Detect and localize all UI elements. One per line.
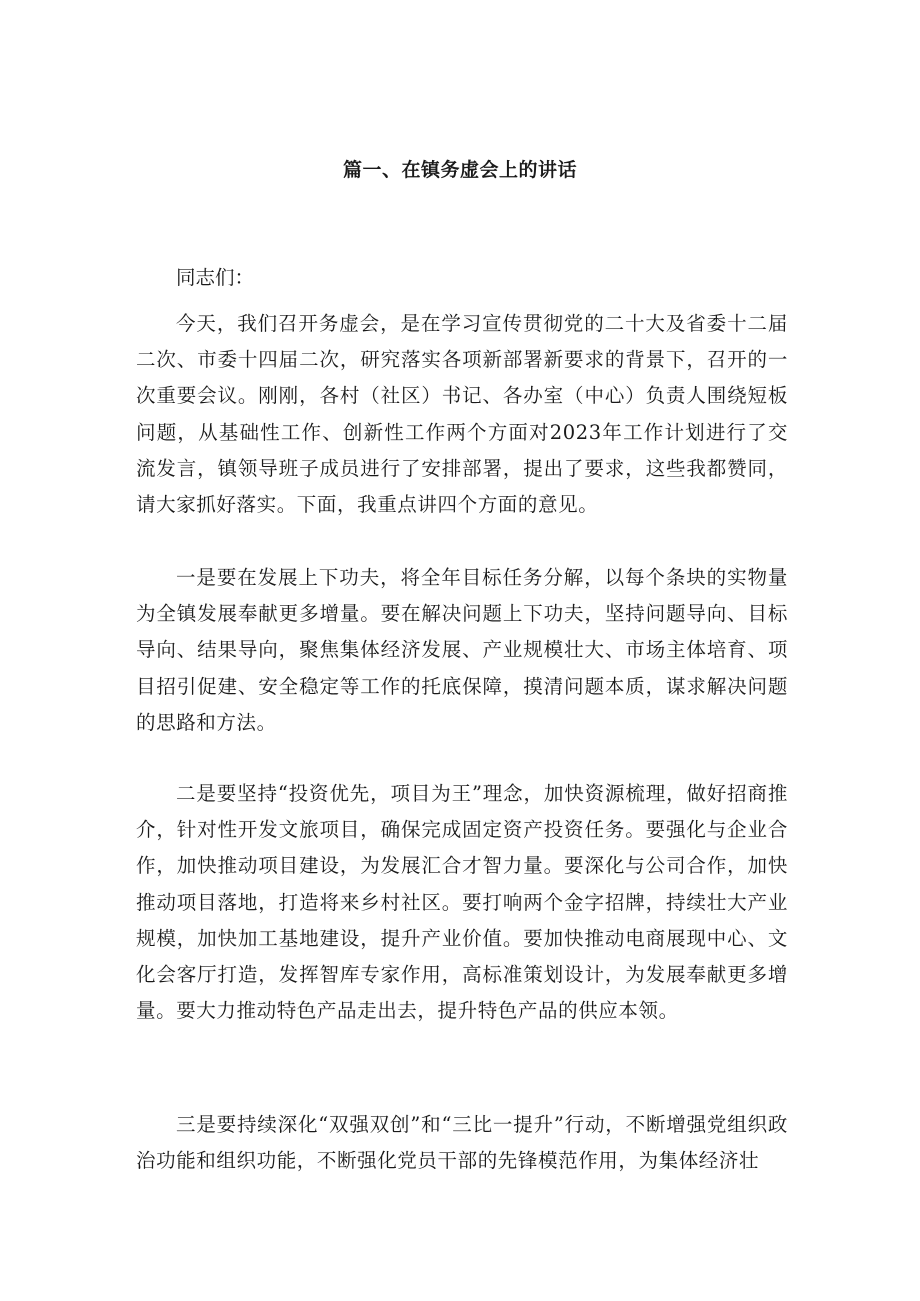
- paragraph-point-three: 三是要持续深化“双强双创”和“三比一提升”行动，不断增强党组织政治功能和组织功能，不断强化党员干部的先锋模范作用，为集体经济壮: [136, 1113, 788, 1173]
- salutation: 同志们：: [176, 266, 255, 289]
- paragraph-point-two: 二是要坚持“投资优先，项目为王”理念，加快资源梳理，做好招商推介，针对性开发文旅项目，确保完成固定资产投资任务。要强化与企业合作，加快推动项目建设，为发展汇合才智力量。要深化与公司合作，加快推动项目落地，打造将来乡村社区。要打响两个金字招牌，持续壮大产业规模，加快加工基地建设，提升产业价值。要加快推动电商展现中心、文化会客厅打造，发挥智库专家作用，高标准策划设计，为发展奉献更多增量。要大力推动特色产品走出去，提升特色产品的供应本领。: [136, 782, 788, 1023]
- paragraph-point-one: 一是要在发展上下功夫，将全年目标任务分解，以每个条块的实物量为全镇发展奉献更多增量。要在解决问题上下功夫，坚持问题导向、目标导向、结果导向，聚焦集体经济发展、产业规模壮大、市场主体培育、项目招引促建、安全稳定等工作的托底保障，摸清问题本质，谋求解决问题的思路和方法。: [136, 566, 788, 734]
- paragraph-opening: 今天，我们召开务虚会，是在学习宣传贯彻党的二十大及省委十二届二次、市委十四届二次，研究落实各项新部署新要求的背景下，召开的一次重要会议。刚刚，各村（社区）书记、各办室（中心）负责人围绕短板问题，从基础性工作、创新性工作两个方面对2023年工作计划进行了交流发言，镇领导班子成员进行了安排部署，提出了要求，这些我都赞同，请大家抓好落实。下面，我重点讲四个方面的意见。: [136, 312, 788, 517]
- document-title: 篇一、在镇务虚会上的讲话: [342, 159, 577, 181]
